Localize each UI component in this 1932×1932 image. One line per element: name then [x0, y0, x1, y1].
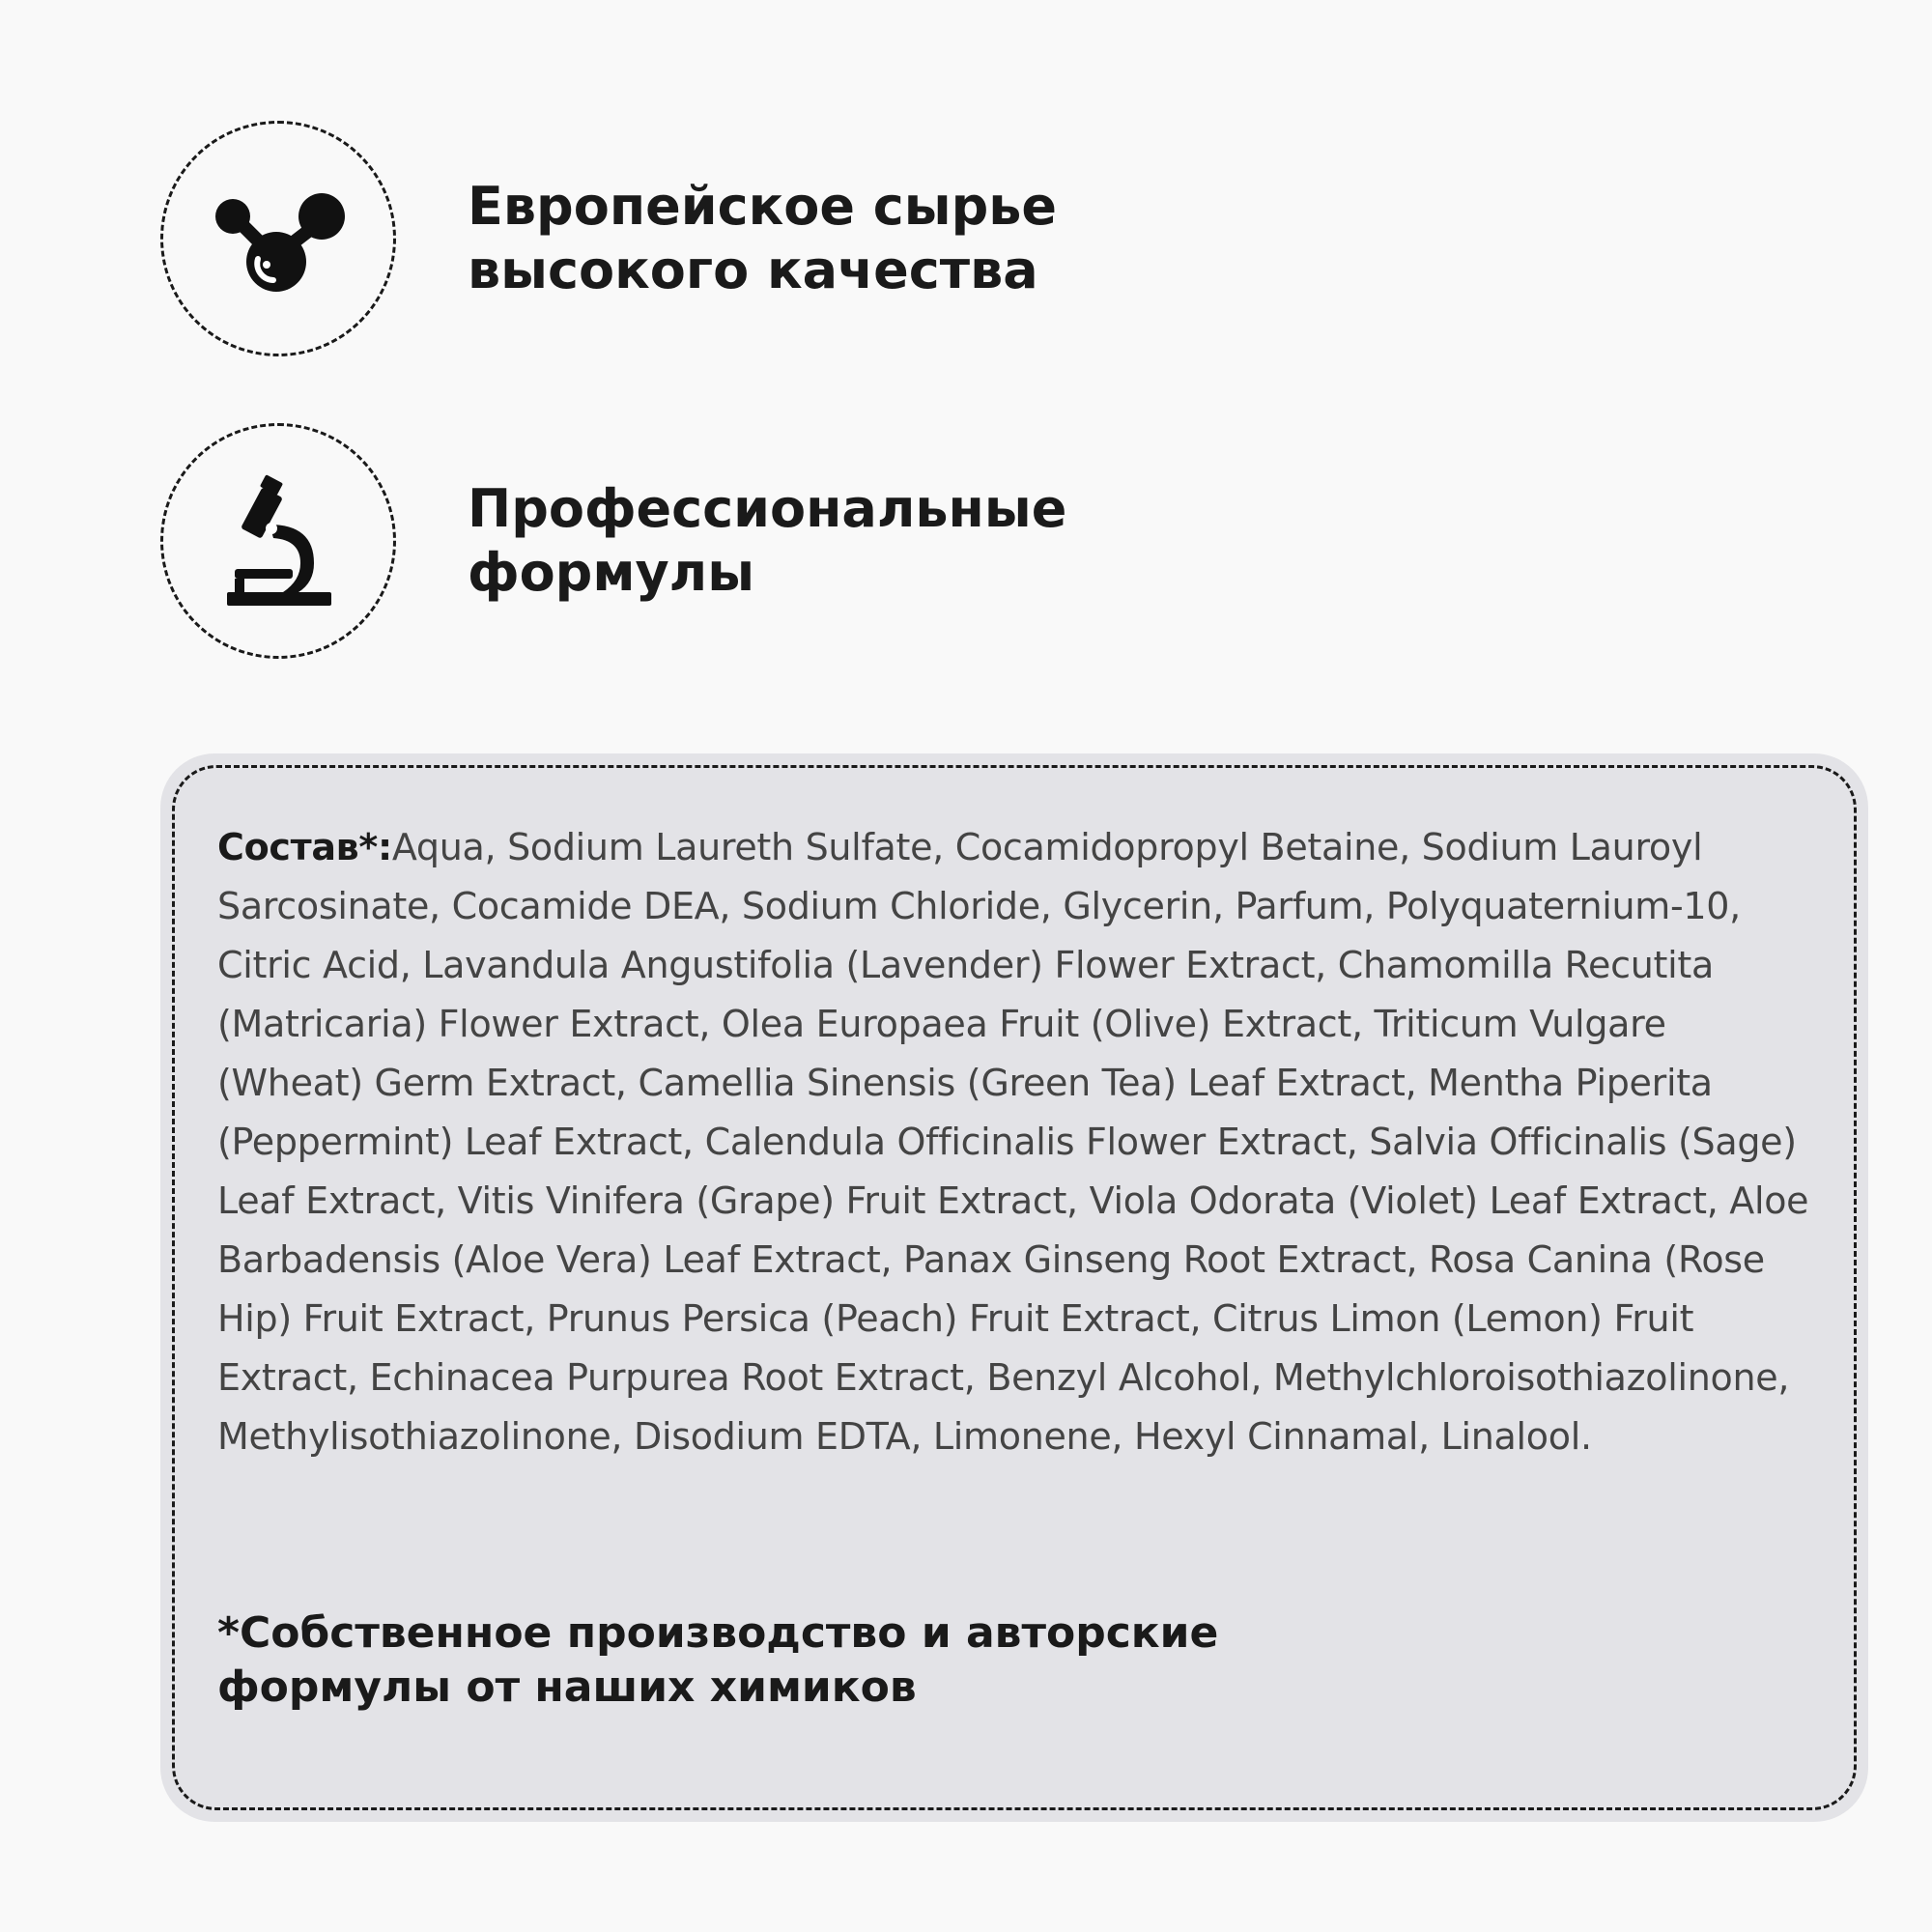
feature-european-raw-materials	[160, 121, 1057, 356]
feature-title: Профессиональные формулы	[468, 478, 1067, 603]
ingredients-label: Состав*:	[217, 826, 392, 868]
ingredients-text: Aqua, Sodium Laureth Sulfate, Cocamidopropyl Betaine, Sodium Lauroyl Sarcosinate, Cocamide DEA, Sodium Chloride, Glycerin, Parfum, Polyquaternium-10, Citric Acid, Lavandula Angustifolia (Lavender) Flower Extract, Chamomilla Recutita (Matricaria) Flower Extract, Olea Europaea Fruit (Olive) Extract, Triticum Vulgare (Wheat) Germ Extract, Camellia Sinensis (Green Tea) Leaf Extract, Mentha Piperita (Peppermint) Leaf Extract, Calendula Officinalis Flower Extract, Salvia Officinalis (Sage) Leaf Extract, Vitis Vinifera (Grape) Fruit Extract, Viola Odorata (Violet) Leaf Extract, Aloe Barbadensis (Aloe Vera) Leaf Extract, Panax Ginseng Root Extract, Rosa Canina (Rose Hip) Fruit Extract, Prunus Persica (Peach) Fruit Extract, Citrus Limon (Lemon) Fruit Extract, Echinacea Purpurea Root Extract, Benzyl Alcohol, Methylchloroisothiazolinone, Methylisothiazolinone, Disodium EDTA, Limonene, Hexyl Cinnamal, Linalool.	[217, 826, 1809, 1458]
feature-professional-formulas	[160, 423, 1066, 659]
icon-circle	[160, 121, 396, 356]
composition-box	[160, 753, 1868, 1822]
icon-circle	[160, 423, 396, 659]
molecule-icon	[206, 166, 351, 311]
composition-dashed-frame	[172, 765, 1857, 1810]
microscope-icon	[206, 469, 351, 613]
feature-title: Европейское сырье высокого качества	[468, 176, 1058, 300]
ingredients-paragraph	[217, 818, 1811, 1466]
footnote: *Собственное производство и авторские формулы от наших химиков	[217, 1608, 1219, 1712]
